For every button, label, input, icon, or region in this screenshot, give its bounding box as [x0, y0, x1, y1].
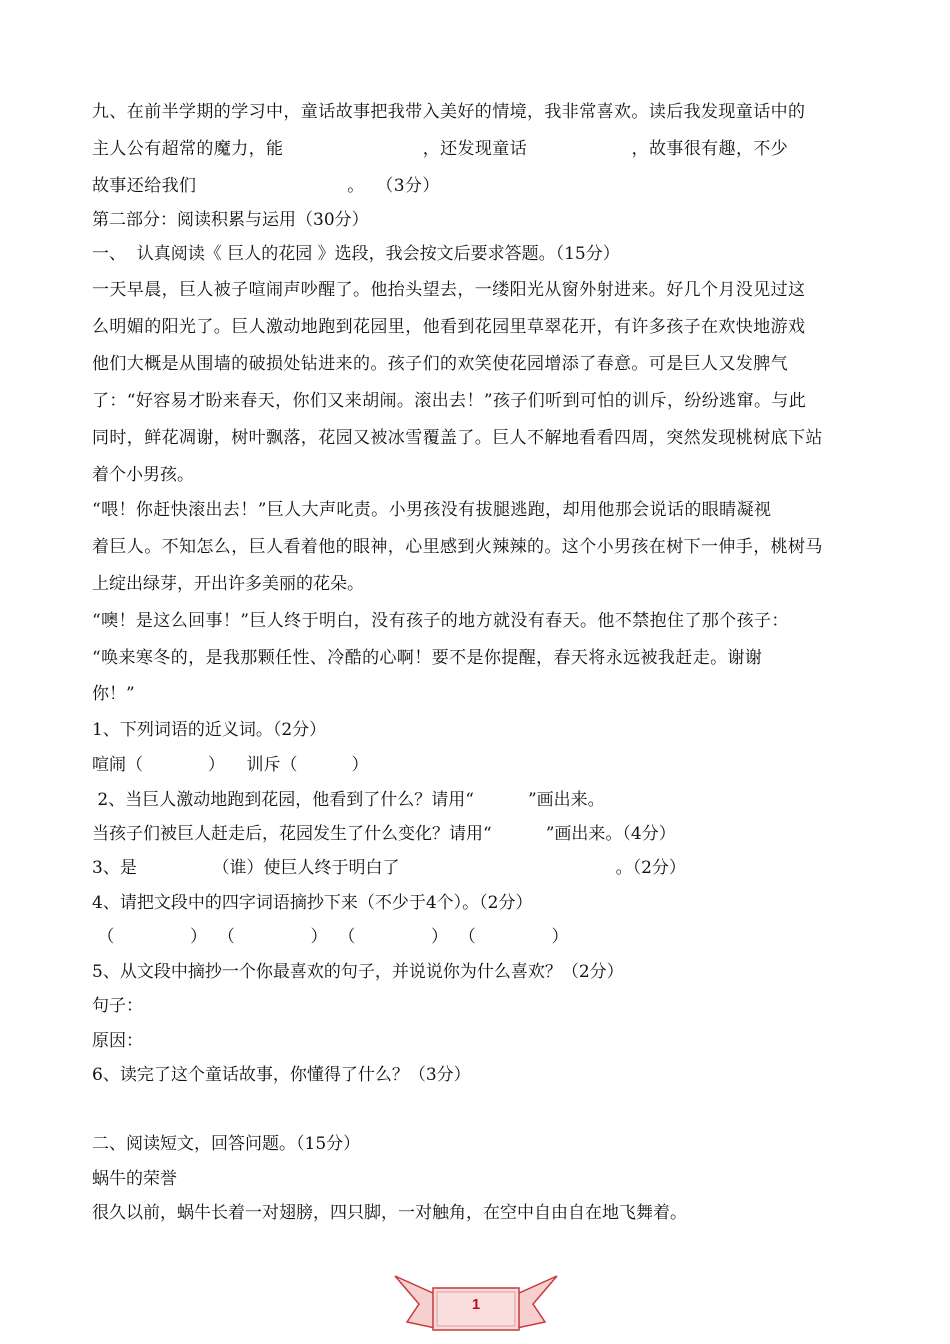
question-4: 4、请把文段中的四字词语摘抄下来（不少于4个）。（2分）: [92, 893, 533, 913]
story-title: 蜗牛的荣誉: [92, 1169, 177, 1189]
passage-line: 着巨人。不知怎么，巨人看着他的眼神，心里感到火辣辣的。这个小男孩在树下一伸手，桃树马: [92, 537, 823, 557]
passage-line: “唤来寒冬的，是我那颗任性、冷酷的心啊！要不是你提醒，春天将永远被我赶走。谢谢: [92, 648, 763, 668]
question-5-sentence-label: 句子：: [92, 996, 143, 1016]
question-1-blanks: 喧闹（ ） 训斥（ ）: [92, 755, 369, 775]
section-2-heading: 二、阅读短文，回答问题。（15分）: [92, 1134, 361, 1154]
question-9-line-1: 九、在前半学期的学习中，童话故事把我带入美好的情境，我非常喜欢。读后我发现童话中的: [92, 102, 806, 122]
question-9-line-2: 主人公有超常的魔力，能 ，还发现童话 ，故事很有趣，不少: [92, 139, 789, 159]
passage-line: 他们大概是从围墙的破损处钻进来的。孩子们的欢笑使花园增添了春意。可是巨人又发脾气: [92, 354, 788, 374]
part-2-heading: 第二部分：阅读积累与运用（30分）: [92, 210, 369, 230]
question-6: 6、读完了这个童话故事，你懂得了什么？（3分）: [92, 1065, 471, 1085]
story-line: 很久以前，蜗牛长着一对翅膀，四只脚，一对触角，在空中自由自在地飞舞着。: [92, 1203, 687, 1223]
page-number: 1: [471, 1296, 481, 1313]
question-2-part-2: 当孩子们被巨人赶走后，花园发生了什么变化？请用“ ”画出来。（4分）: [92, 824, 676, 844]
passage-line: “喂！你赶快滚出去！”巨人大声叱责。小男孩没有拔腿逃跑，却用他那会说话的眼睛凝视: [92, 500, 772, 520]
passage-line: 同时，鲜花凋谢，树叶飘落，花园又被冰雪覆盖了。巨人不解地看看四周，突然发现桃树底下站: [92, 428, 823, 448]
question-5: 5、从文段中摘抄一个你最喜欢的句子，并说说你为什么喜欢？（2分）: [92, 962, 624, 982]
passage-line: 你！”: [92, 684, 135, 704]
question-5-reason-label: 原因：: [92, 1031, 143, 1051]
question-9-line-3: 故事还给我们 。 （3分）: [92, 176, 440, 196]
passage-line: 着个小男孩。: [92, 465, 194, 485]
passage-line: 了：“好容易才盼来春天，你们又来胡闹。滚出去！”孩子们听到可怕的训斥，纷纷逃窜。与此: [92, 391, 807, 411]
passage-line: 么明媚的阳光了。巨人激动地跑到花园里，他看到花园里草翠花开，有许多孩子在欢快地游戏: [92, 317, 806, 337]
passage-line: 一天早晨，巨人被子喧闹声吵醒了。他抬头望去，一缕阳光从窗外射进来。好几个月没见过这: [92, 280, 806, 300]
question-2-part-1: 2、当巨人激动地跑到花园，他看到了什么？请用“ ”画出来。: [92, 790, 605, 810]
passage-line: “噢！是这么回事！”巨人终于明白，没有孩子的地方就没有春天。他不禁抱住了那个孩子：: [92, 611, 789, 631]
question-1: 1、下列词语的近义词。（2分）: [92, 720, 327, 740]
section-1-heading: 一、 认真阅读《 巨人的花园 》选段，我会按文后要求答题。（15分）: [92, 244, 620, 264]
passage-line: 上绽出绿芽，开出许多美丽的花朵。: [92, 574, 364, 594]
question-4-blanks: （ ） （ ） （ ） （ ）: [92, 927, 569, 947]
question-3: 3、是 （谁）使巨人终于明白了 。（2分）: [92, 858, 686, 878]
